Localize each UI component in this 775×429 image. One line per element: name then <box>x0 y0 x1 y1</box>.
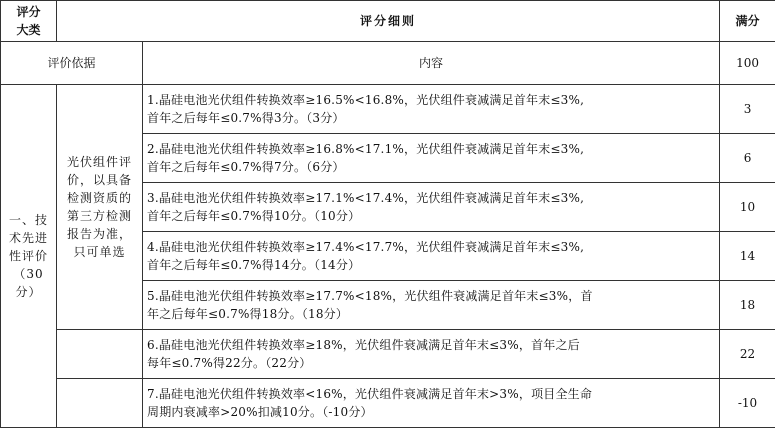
header-detail: 评分细则 <box>57 1 720 42</box>
header-row <box>1 1 775 42</box>
subcategory-line: 报告为准， <box>66 227 132 241</box>
basis-row <box>1 42 775 85</box>
category-line: 一、技 <box>8 213 48 227</box>
item-line: 4.晶硅电池光伏组件转换效率≥17.4%<17.7%，光伏组件衰减满足首年末≤3%, <box>147 240 585 254</box>
item-line: 3.晶硅电池光伏组件转换效率≥17.1%<17.4%，光伏组件衰减满足首年末≤3%, <box>147 191 585 205</box>
category-line: 术先进 <box>8 231 48 245</box>
empty-subcategory-cell <box>57 379 143 428</box>
category-line: 性评价 <box>8 249 48 263</box>
item-score: 3 <box>720 85 775 134</box>
item-score: 18 <box>720 281 775 330</box>
subcategory-line: 价，以具备 <box>66 173 132 187</box>
item-line: 周期内衰减率>20%扣减10分。（-10分） <box>147 405 373 419</box>
item-line: 6.晶硅电池光伏组件转换效率≥18%，光伏组件衰减满足首年末≤3%，首年之后 <box>147 338 580 352</box>
table-row <box>1 330 775 379</box>
category-cell <box>1 85 57 428</box>
item-line: 首年之后每年≤0.7%得14分。（14分） <box>147 258 361 272</box>
item-text <box>143 330 720 379</box>
item-text <box>143 281 720 330</box>
subcategory-line: 光伏组件评 <box>66 155 132 169</box>
subcategory-cell <box>57 85 143 330</box>
item-line: 2.晶硅电池光伏组件转换效率≥16.8%<17.1%，光伏组件衰减满足首年末≤3%, <box>147 142 585 156</box>
basis-label: 评价依据 <box>1 42 143 85</box>
item-text <box>143 85 720 134</box>
item-score: 6 <box>720 134 775 183</box>
item-text <box>143 379 720 428</box>
header-category-line2: 大类 <box>16 23 41 37</box>
item-score: -10 <box>720 379 775 428</box>
item-line: 每年≤0.7%得22分。（22分） <box>147 356 312 370</box>
category-line: （30 <box>13 267 44 281</box>
item-line: 1.晶硅电池光伏组件转换效率≥16.5%<16.8%，光伏组件衰减满足首年末≤3%, <box>147 93 585 107</box>
item-text <box>143 232 720 281</box>
basis-score: 100 <box>720 42 775 85</box>
basis-content: 内容 <box>143 42 720 85</box>
item-line: 5.晶硅电池光伏组件转换效率≥17.7%<18%，光伏组件衰减满足首年末≤3%，首 <box>147 289 593 303</box>
item-score: 22 <box>720 330 775 379</box>
category-line: 分） <box>15 285 42 299</box>
item-text <box>143 134 720 183</box>
item-line: 首年之后每年≤0.7%得3分。（3分） <box>147 111 345 125</box>
item-text <box>143 183 720 232</box>
table-row <box>1 379 775 428</box>
header-category-cell <box>1 1 57 42</box>
item-line: 年之后每年≤0.7%得18分。（18分） <box>147 307 349 321</box>
empty-subcategory-cell <box>57 330 143 379</box>
item-score: 10 <box>720 183 775 232</box>
table-row <box>1 85 775 134</box>
item-line: 首年之后每年≤0.7%得10分。（10分） <box>147 209 361 223</box>
header-category-line1: 评分 <box>16 5 41 19</box>
item-line: 首年之后每年≤0.7%得7分。（6分） <box>147 160 345 174</box>
item-score: 14 <box>720 232 775 281</box>
header-full-score: 满分 <box>720 1 775 42</box>
item-line: 7.晶硅电池光伏组件转换效率<16%，光伏组件衰减满足首年末>3%，项目全生命 <box>147 387 593 401</box>
subcategory-line: 检测资质的 <box>66 191 132 205</box>
subcategory-line: 第三方检测 <box>66 209 132 223</box>
subcategory-line: 只可单选 <box>73 245 126 259</box>
